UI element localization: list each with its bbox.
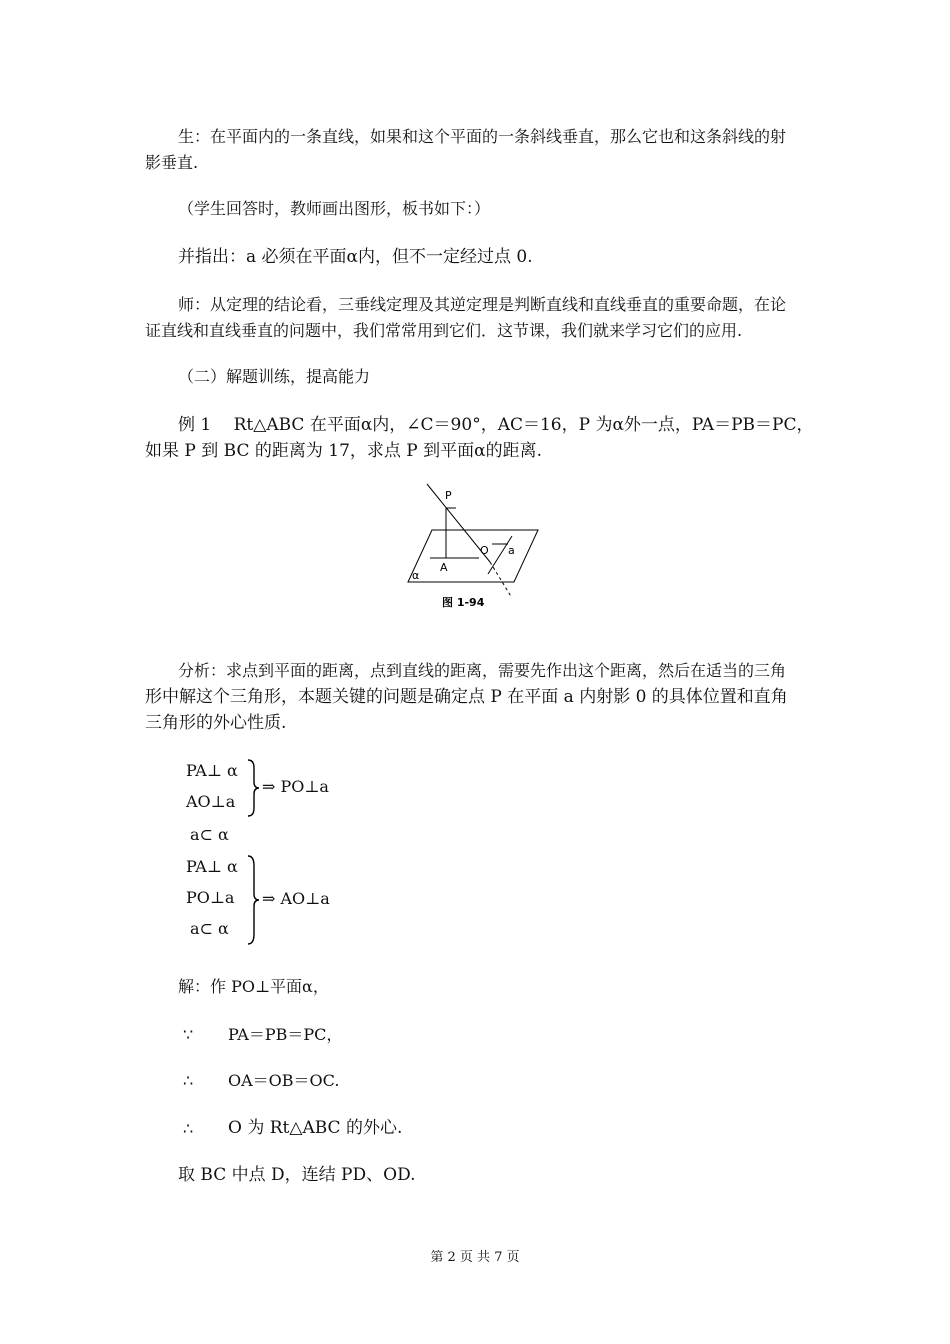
- solution-step4: O 为 Rt△ABC 的外心.: [228, 1118, 403, 1138]
- because-symbol: ∵: [183, 1025, 194, 1044]
- geometry-figure: [400, 478, 550, 616]
- label-A: A: [440, 561, 448, 574]
- example-1-line1: 例 1 Rt△ABC 在平面α内，∠C＝90°，AC＝16，P 为α外一点，PA＝PB＝PC，: [178, 415, 814, 435]
- solution-step3: OA＝OB＝OC.: [228, 1071, 340, 1090]
- label-a: a: [508, 544, 515, 557]
- therefore-symbol-2: ∴: [183, 1119, 194, 1138]
- solution-step5: 取 BC 中点 D，连结 PD、OD.: [178, 1165, 416, 1185]
- analysis-line1: 分析：求点到平面的距离，点到直线的距离，需要先作出这个距离，然后在适当的三角: [178, 661, 787, 680]
- system2-condition3: a⊂ α: [190, 919, 229, 938]
- system1-condition1: PA⊥ α: [186, 761, 238, 780]
- system1-extra: a⊂ α: [190, 825, 229, 844]
- system2-result: ⇒ AO⊥a: [262, 889, 330, 908]
- paragraph-point-out: 并指出：a 必须在平面α内，但不一定经过点 0.: [178, 247, 533, 267]
- example-1-line2: 如果 P 到 BC 的距离为 17，求点 P 到平面α的距离.: [145, 441, 543, 461]
- label-O: O: [480, 544, 489, 557]
- paragraph-board-note: （学生回答时，教师画出图形，板书如下：）: [178, 199, 491, 218]
- paragraph-student-answer-line1: 生：在平面内的一条直线，如果和这个平面的一条斜线垂直，那么它也和这条斜线的射: [178, 127, 787, 146]
- analysis-line3: 三角形的外心性质.: [145, 713, 287, 733]
- system1-condition2: AO⊥a: [186, 792, 236, 811]
- paragraph-student-answer-line2: 影垂直.: [145, 153, 199, 172]
- solution-step2: PA＝PB＝PC，: [228, 1025, 343, 1044]
- therefore-symbol-1: ∴: [183, 1071, 194, 1090]
- system2-condition2: PO⊥a: [186, 888, 235, 907]
- label-P: P: [445, 489, 452, 502]
- figure-caption: 图 1-94: [442, 596, 485, 609]
- section-heading: （二）解题训练，提高能力: [178, 367, 371, 386]
- analysis-line2: 形中解这个三角形，本题关键的问题是确定点 P 在平面 a 内射影 0 的具体位置和直角: [145, 687, 788, 707]
- system1-brace: [246, 758, 260, 818]
- system2-condition1: PA⊥ α: [186, 857, 238, 876]
- solution-step1: 解：作 PO⊥平面α，: [178, 977, 329, 996]
- system2-brace: [246, 854, 260, 946]
- paragraph-teacher-line2: 证直线和直线垂直的问题中，我们常常用到它们．这节课，我们就来学习它们的应用.: [145, 321, 743, 340]
- paragraph-teacher-line1: 师：从定理的结论看，三垂线定理及其逆定理是判断直线和直线垂直的重要命题，在论: [178, 295, 787, 314]
- page-footer: 第 2 页 共 7 页: [430, 1250, 520, 1265]
- label-alpha: α: [412, 569, 420, 582]
- system1-result: ⇒ PO⊥a: [262, 777, 329, 796]
- plane-alpha: [408, 530, 538, 582]
- oblique-line-dashed: [490, 562, 512, 598]
